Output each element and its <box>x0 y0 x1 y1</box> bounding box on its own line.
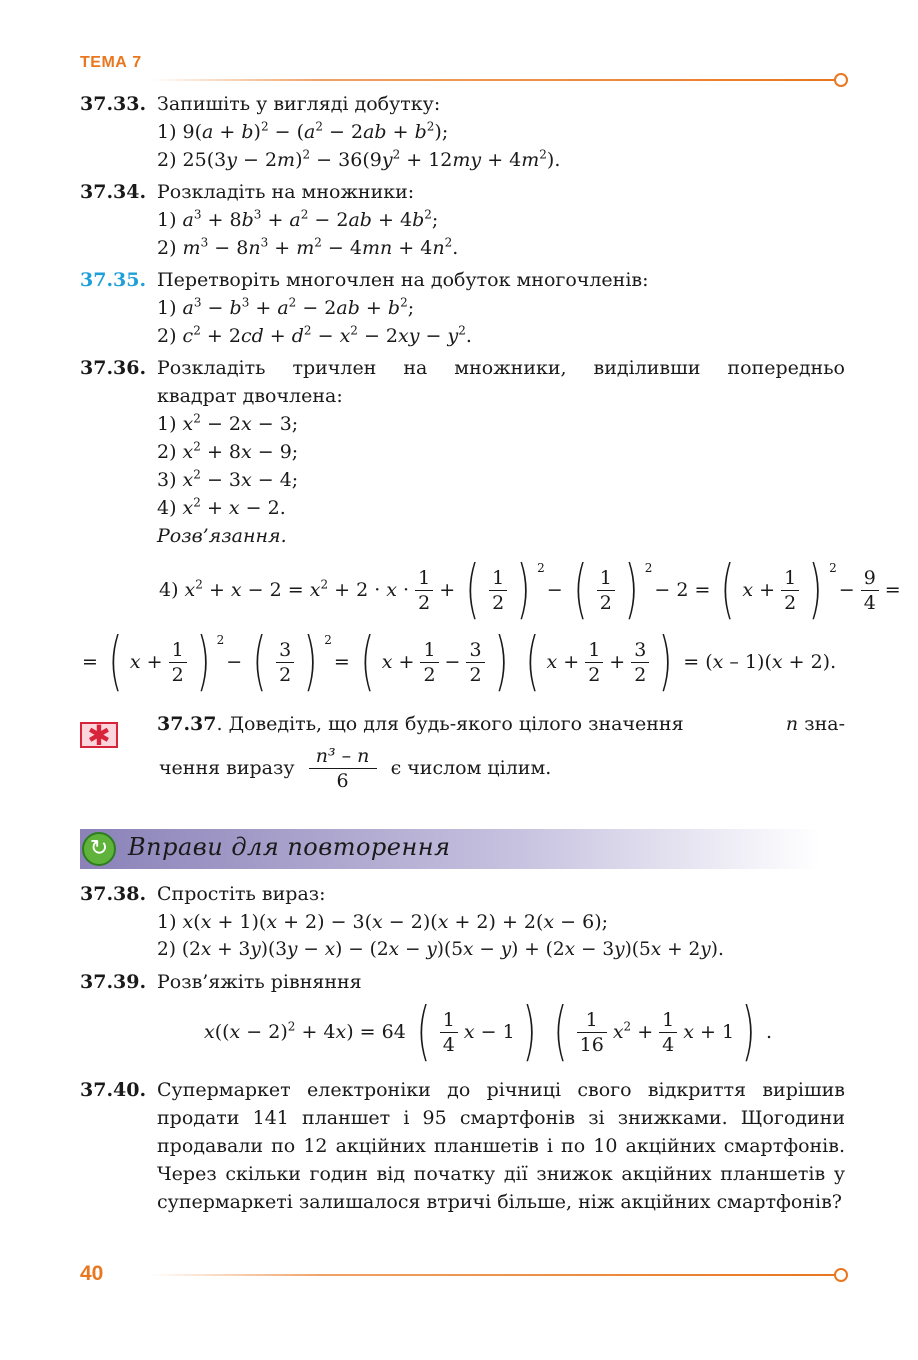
exercise-number: 37.36. <box>80 357 147 379</box>
exercise-item: 3) $x^2 - 3x - 4$; <box>157 467 299 491</box>
exercise-number: 37.37 <box>157 713 217 735</box>
exercise-item: 2) $m^3 - 8n^3 + m^2 - 4mn + 4n^2$. <box>157 235 459 259</box>
page-content <box>80 90 901 802</box>
exercise-item: 2) $25(3y - 2m)^2 - 36(9y^2 + 12my + 4m^2)$. <box>157 147 561 171</box>
exercise-prompt-cont: квадрат двочлена: <box>157 385 343 407</box>
solution-line-2: = ( x + $\frac{1}{2}$ ) 2 − ( $\frac{3}{2}$ ) 2 = ( x + $\frac{1}{2}$ − $\frac{3}{2}$ ) ( x + $\frac{1}{2}$ + $\frac{3}{2}$ ) = (x – 1)(x + 2). <box>82 625 837 699</box>
exercise-37-39 <box>80 968 845 1068</box>
solution-line-1: 4) $x^2 + x - 2 = x^2 + 2 \cdot x$ · $\frac{1}{2}$ + ( $\frac{1}{2}$ ) 2 − ( $\frac{1}{2}$ ) 2 − 2 = ( x + $\frac{1}{2}$ ) 2 − $\frac{9}{4}$ = <box>159 553 901 627</box>
exercise-item: 1) x(x + 1)(x + 2) − 3(x − 2)(x + 2) + 2(x − 6); <box>157 911 609 933</box>
exercise-prompt: . Доведіть, що для будь-якого цілого значення <box>216 713 684 735</box>
exercise-item: 2) $x^2 + 8x - 9$; <box>157 439 299 463</box>
repeat-circle-icon: ↻ <box>82 832 116 866</box>
exercise-item: 1) $x^2 - 2x - 3$; <box>157 411 299 435</box>
fraction-numerator: n³ – n <box>315 744 370 767</box>
footer-rule-end-dot <box>834 1268 848 1282</box>
exercise-number: 37.40. <box>80 1079 147 1101</box>
repetition-banner <box>80 829 820 869</box>
exercise-37-35 <box>80 266 845 350</box>
exercise-37-40 <box>80 1076 845 1216</box>
exercise-number: 37.34. <box>80 181 147 203</box>
topic-header: ТЕМА 7 <box>80 54 142 71</box>
exercise-prompt: Розкладіть тричлен на множники, виділивши попередньо <box>157 357 845 379</box>
exercise-number: 37.39. <box>80 971 147 993</box>
exercise-37-37 <box>80 710 845 798</box>
header-rule-end-dot <box>834 73 848 87</box>
exercise-item: 4) $x^2 + x - 2$. <box>157 495 286 519</box>
exercise-item: 1) $a^3 - b^3 + a^2 - 2ab + b^2$; <box>157 295 415 319</box>
exercise-text: Супермаркет електроніки до річниці свого відкриття вирішив продати 141 планшет і 95 смартфонів зі знижками. Щогодини продавали по 12 акційних планшетів і по 10 акційних смартфонів. Через скільки годин від початку дії знижок акційних планшетів у супермаркеті залишалося втричі більше, ніж акційних смартфонів? <box>157 1079 845 1213</box>
exercise-37-37-line-2 <box>157 738 845 798</box>
variable-n: n <box>785 713 799 735</box>
exercise-number: 37.38. <box>80 883 147 905</box>
exercise-item: 2) $c^2 + 2cd + d^2 - x^2 - 2xy - y^2$. <box>157 323 472 347</box>
page-content-lower <box>80 880 845 1220</box>
exercise-37-34 <box>80 178 845 262</box>
exercise-item: 1) $a^3 + 8b^3 + a^2 - 2ab + 4b^2$; <box>157 207 439 231</box>
page-number: 40 <box>80 1262 104 1285</box>
exercise-prompt: Перетворіть многочлен на добуток многочленів: <box>157 269 649 291</box>
exercise-37-37-line-1 <box>157 710 845 738</box>
solution-label: Розв’язання. <box>157 525 287 547</box>
exercise-prompt: Розв’яжіть рівняння <box>157 971 362 993</box>
exercise-number: 37.35. <box>80 269 147 291</box>
exercise-prompt-b: чення виразу <box>159 757 295 779</box>
fraction-denominator: 6 <box>309 768 377 793</box>
exercise-item: 2) (2x + 3y)(3y − x) − (2x − y)(5x − y) + (2x − 3y)(5x + 2y). <box>157 939 724 960</box>
exercise-prompt: Розкладіть на множники: <box>157 181 415 203</box>
star-difficulty-icon: ✱ <box>80 722 118 748</box>
exercise-item: 1) $9(a + b)^2 - (a^2 - 2ab + b^2)$; <box>157 119 449 143</box>
header-rule <box>150 79 836 81</box>
exercise-prompt: Запишіть у вигляді добутку: <box>157 93 441 115</box>
exercise-prompt-c: є числом цілим. <box>390 757 552 779</box>
exercise-37-36 <box>80 354 901 699</box>
banner-title: Вправи для повторення <box>128 833 451 861</box>
equation-37-39: $x((x - 2)^2 + 4x) = 64$ ( $\frac{1}{4}$ x − 1 ) ( $\frac{1}{16}$ $x^2$ + $\frac{1}{4}$ x + 1 ) . <box>204 995 773 1069</box>
footer-rule <box>150 1274 836 1276</box>
exercise-prompt-tail: зна- <box>804 713 845 735</box>
exercise-prompt: Спростіть вираз: <box>157 883 326 905</box>
exercise-37-38 <box>80 880 845 964</box>
exercise-37-33 <box>80 90 845 174</box>
exercise-number: 37.33. <box>80 93 147 115</box>
